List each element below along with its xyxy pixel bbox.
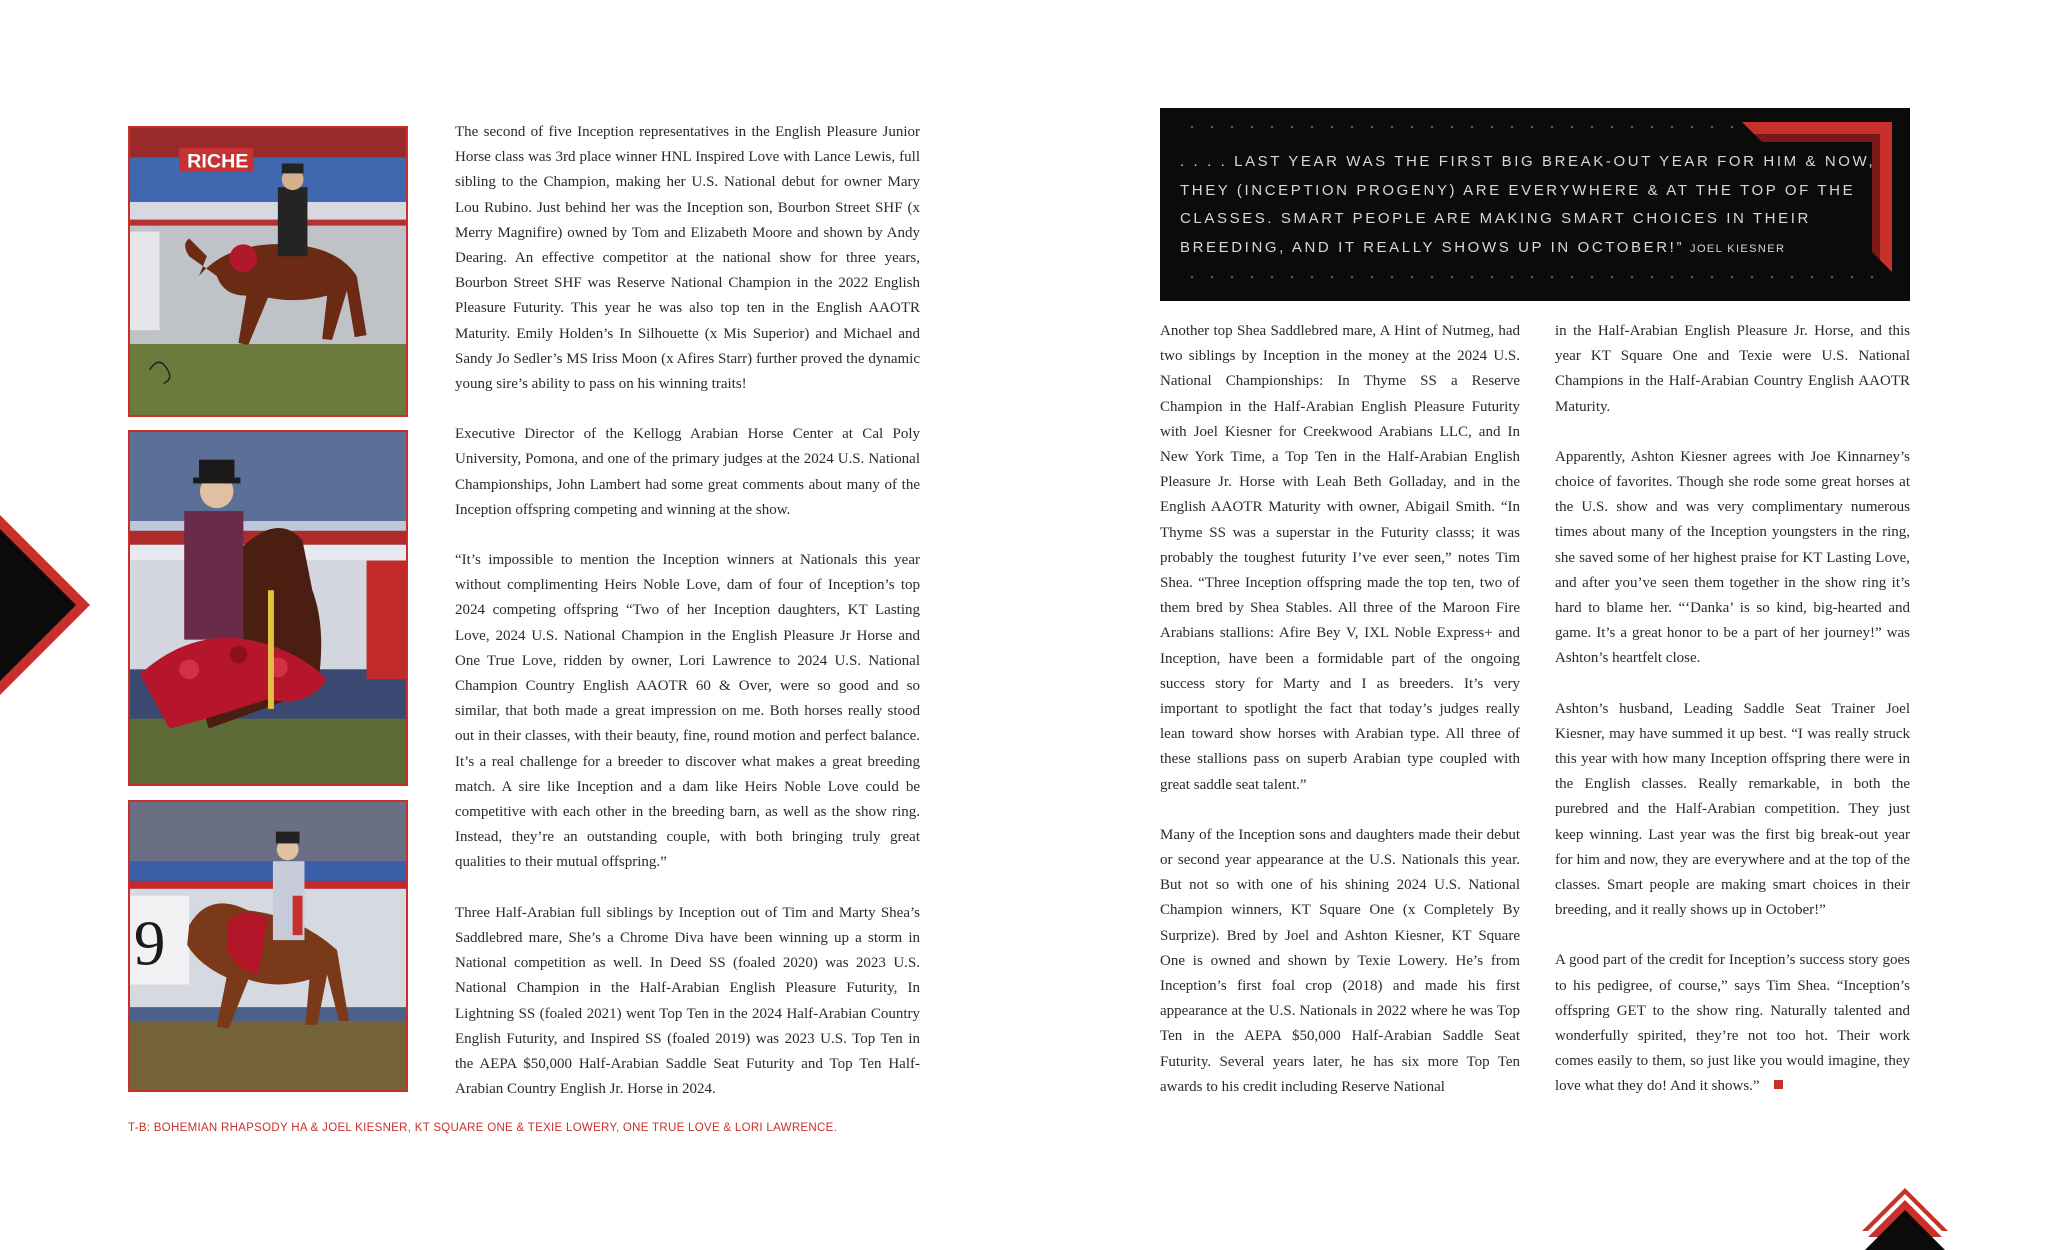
right-text-column	[1555, 319, 1910, 1100]
paragraph-final-text: A good part of the credit for Inception’s success story goes to his pedigree, of course,” says Tim Shea. “Inception’s offspring GET to the show ring. Naturally talented and wonderfully spirited, they’re not too hot. Their work comes easily to them, so just like you would imagine, they love what they do! And it shows.”	[1555, 952, 1910, 1095]
paragraph: Another top Shea Saddlebred mare, A Hint of Nutmeg, had two siblings by Inception in the money at the 2024 U.S. National Championships: In Thyme SS a Reserve Champion in the Half-Arabian English Pleasure Futurity with Joel Kiesner for Creekwood Arabians LLC, and In New York Time, a Top Ten in the Half-Arabian English Pleasure Jr. Horse with Leah Beth Golladay, and in the English AAOTR Maturity with owner, Abigail Smith. “In Thyme SS was a superstar in the Futurity classs; it was probably the toughest futurity I’ve ever seen,” notes Tim Shea. “Three Inception offspring made the top ten, two of them bred by Shea Stables. All three of the Maroon Fire Arabians stallions: Afire Bey V, IXL Noble Express+ and Inception, have been a formidable part of the ongoing success story for Marty and I as breeders. It’s very important to spotlight the fact that today’s judges really lean toward show horses with Arabian type. All three of these stallions pass on superb Arabian type coupled with great saddle seat talent.”	[1160, 323, 1520, 793]
quote-text: . . . . LAST YEAR WAS THE FIRST BIG BREAK-OUT YEAR FOR HIM & NOW, THEY (INCEPTION PROGENY) ARE EVERYWHERE & AT THE TOP OF THE CLASSES. SMART PEOPLE ARE MAKING SMART CHOICES IN THEIR BREEDING, AND IT REALLY SHOWS UP IN OCTOBER!”	[1180, 153, 1876, 256]
arena-banner-text: RICHE	[187, 150, 249, 173]
paragraph: “It’s impossible to mention the Inception winners at Nationals this year without complimenting Heirs Noble Love, dam of four of Inception’s top 2024 competing offspring “Two of her Inception daughters, KT Lasting Love, 2024 U.S. National Champion in the English Pleasure Jr Horse and One True Love, ridden by owner, Lori Lawrence to 2024 U.S. National Champion Country English AAOTR 60 & Over, were so good and so similar, that both made a great impression on me. Both horses really stood out in their classes, with their beauty, fine, round motion and perfect balance. It’s a real challenge for a breeder to discover what makes a great breeding match. A sire like Inception and a dam like Heirs Noble Love could be competitive with each other in the breeding barn, as well as the show ring. Instead, they’re an outstanding couple, with both bringing truly great qualities to their mutual offspring.”	[455, 552, 920, 871]
quote-author: JOEL KIESNER	[1690, 242, 1786, 255]
pull-quote	[1160, 108, 1910, 301]
quote-dotted-rule-bottom	[1182, 275, 1888, 279]
corner-chevron-icon	[1862, 1188, 1948, 1250]
middle-text-column	[1160, 319, 1520, 1100]
paragraph: The second of five Inception representatives in the English Pleasure Junior Horse class was 3rd place winner HNL Inspired Love with Lance Lewis, full sibling to the Champion, making her U.S. National debut for owner Mary Lou Rubino. Just behind her was the Inception son, Bourbon Street SHF (x Merry Magnifire) owned by Tom and Elizabeth Moore and shown by Andy Dearing. An effective competitor at the national show for three years, Bourbon Street SHF was Reserve National Champion in the 2022 English Pleasure Futurity. This year he was also top ten in the English AAOTR Maturity. Emily Holden’s In Silhouette (x Mis Superior) and Michael and Sandy Jo Sedler’s MS Iriss Moon (x Afires Starr) further proved the dynamic young sire’s ability to pass on his winning traits!	[455, 124, 920, 393]
paragraph: Executive Director of the Kellogg Arabian Horse Center at Cal Poly University, Pomona, and one of the primary judges at the 2024 U.S. National Championships, John Lambert had some great comments about many of the Inception offspring competing and winning at the show.	[455, 426, 920, 518]
paragraph: Many of the Inception sons and daughters made their debut or second year appearance at the U.S. Nationals this year. But not so with one of his shining 2024 U.S. National Champion winners, KT Square One (x Completely By Surprize). Bred by Joel and Ashton Kiesner, KT Square One is owned and shown by Texie Lowery. He’s from Inception’s first foal crop (2018) and made his first appearance at the U.S. Nationals in 2022 where he was Top Ten in the AEPA $50,000 Half-Arabian Saddle Seat Futurity. Several years later, he has six more Top Ten awards to his credit including Reserve National	[1160, 826, 1520, 1095]
kt-square-one-photo	[128, 430, 408, 786]
paragraph: Apparently, Ashton Kiesner agrees with Joe Kinnarney’s choice of favorites. Though she rode some great horses at the U.S. show and was very complimentary numerous times about many of the Inception youngsters in the ring, she saved some of her highest praise for KT Lasting Love, and after you’ve seen them together in the show ring it’s hard to blame her. “‘Danka’ is so kind, big-hearted and game. It’s a great honor to be a part of her journey!” was Ashton’s heartfelt close.	[1555, 448, 1910, 667]
quote-text-block	[1180, 148, 1890, 263]
photo-caption: T-B: BOHEMIAN RHAPSODY HA & JOEL KIESNER, KT SQUARE ONE & TEXIE LOWERY, ONE TRUE LOVE & LORI LAWRENCE.	[128, 1122, 838, 1134]
quote-dotted-rule-top	[1182, 125, 1740, 129]
paragraph: Three Half-Arabian full siblings by Inception out of Tim and Marty Shea’s Saddlebred mare, She’s a Chrome Diva have been winning up a storm in National competition as well. In Deed SS (foaled 2020) was 2023 U.S. National Champion in the Half-Arabian English Pleasure Futurity, In Lightning SS (foaled 2021) went Top Ten in the 2024 Half-Arabian Country English Futurity, and Inspired SS (foaled 2019) was 2023 U.S. Top Ten in the AEPA $50,000 Half-Arabian Saddle Seat Futurity and Top Ten Half-Arabian Country English Jr. Horse in 2024.	[455, 904, 920, 1098]
arena-number-text: 9	[133, 908, 166, 979]
paragraph: Ashton’s husband, Leading Saddle Seat Trainer Joel Kiesner, may have summed it up best. “I was really struck this year with how many Inception offspring there were in the English classes. Really remarkable, in both the purebred and the Half-Arabian competition. They just keep winning. Last year was the first big break-out year for him and now, they are everywhere and at the top of the classes. Smart people are making smart choices in their breeding, and it really shows up in October!”	[1555, 700, 1910, 919]
paragraph: in the Half-Arabian English Pleasure Jr. Horse, and this year KT Square One and Texie were U.S. National Champions in the Half-Arabian Country English AAOTR Maturity.	[1555, 323, 1910, 415]
bohemian-rhapsody-photo	[128, 126, 408, 417]
decorative-diamond-left	[0, 510, 90, 700]
end-mark-icon	[1774, 1080, 1783, 1089]
paragraph-final	[1555, 948, 1910, 1099]
one-true-love-photo	[128, 800, 408, 1092]
left-text-column	[455, 120, 920, 1102]
